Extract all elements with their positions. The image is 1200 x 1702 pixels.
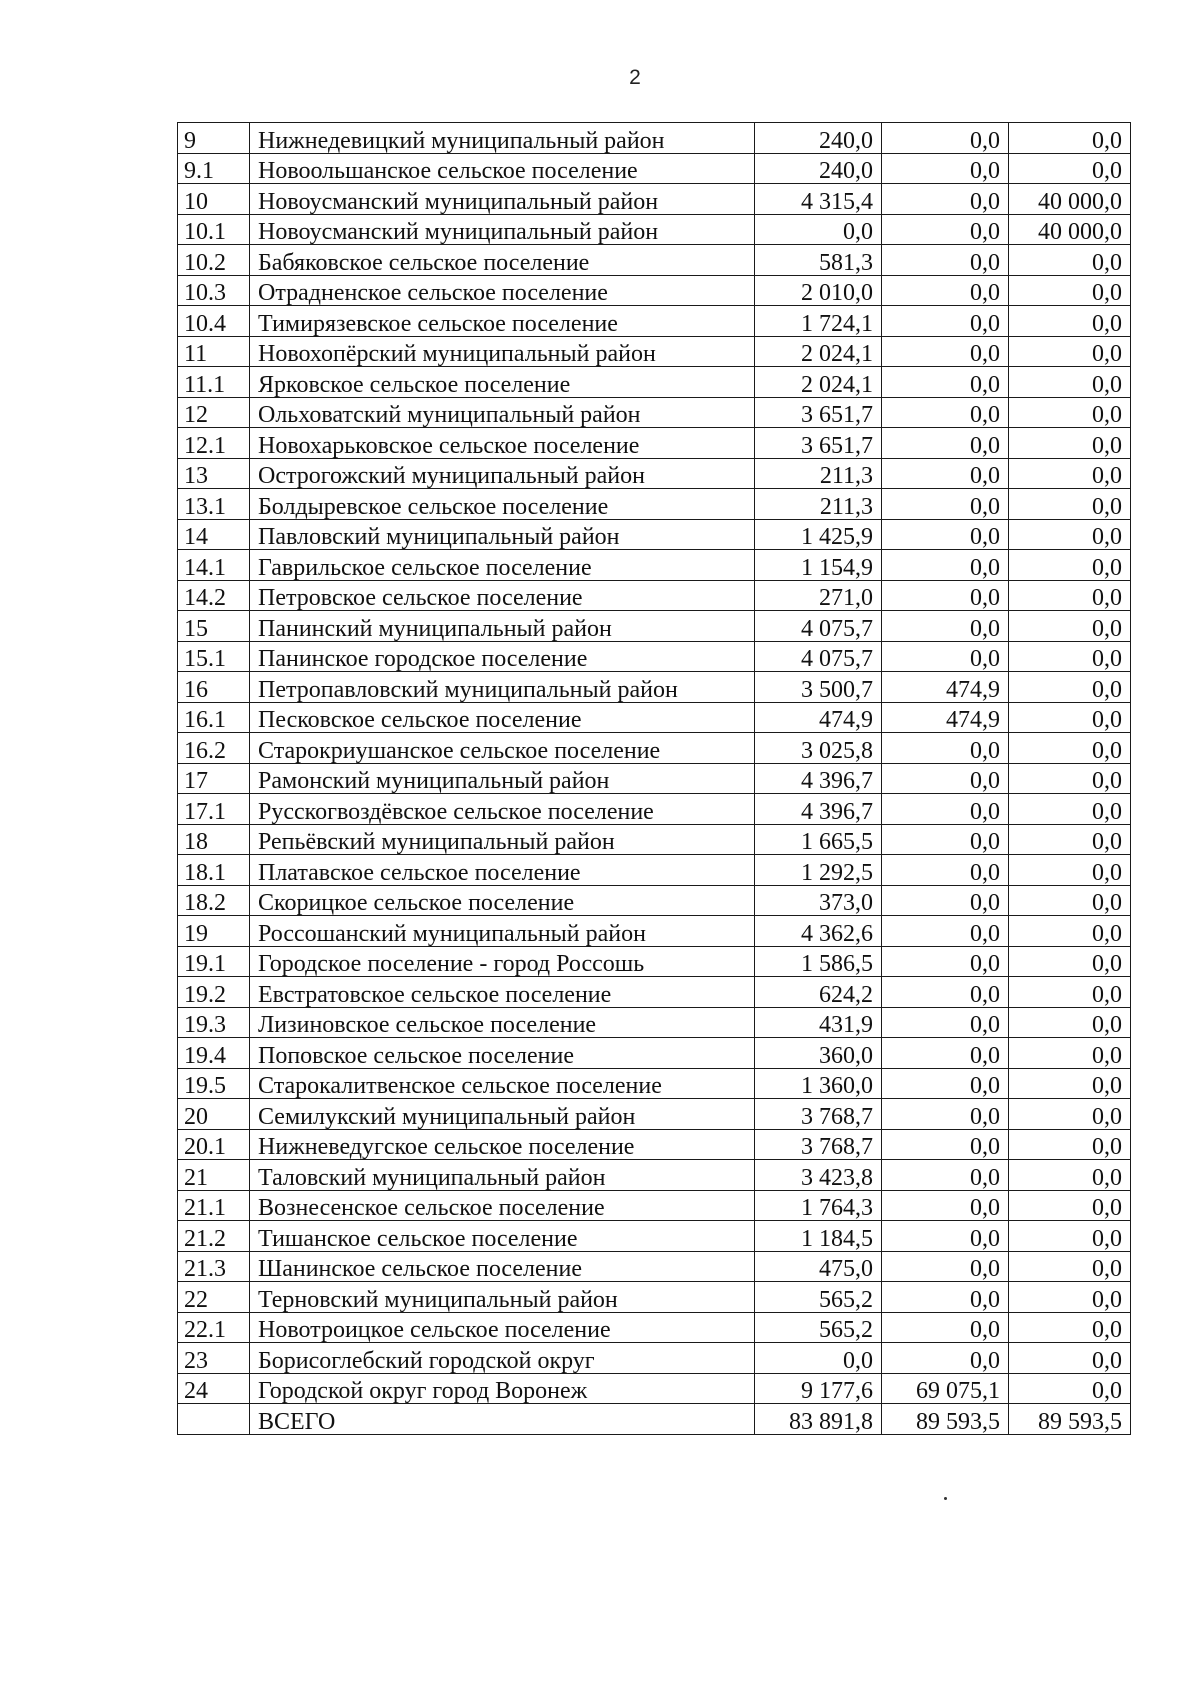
municipality-name: Павловский муниципальный район	[250, 519, 755, 550]
row-number: 20	[178, 1099, 250, 1130]
municipality-name: Панинское городское поселение	[250, 641, 755, 672]
table-row	[178, 794, 1131, 825]
value-col-3: 0,0	[1009, 885, 1131, 916]
table-row	[178, 1007, 1131, 1038]
value-col-1: 240,0	[755, 153, 882, 184]
row-number: 15	[178, 611, 250, 642]
value-col-2: 0,0	[882, 1160, 1009, 1191]
value-col-3: 0,0	[1009, 611, 1131, 642]
row-number: 22.1	[178, 1312, 250, 1343]
value-col-2: 0,0	[882, 489, 1009, 520]
value-col-1: 3 025,8	[755, 733, 882, 764]
row-number	[178, 1404, 250, 1435]
value-col-1: 1 586,5	[755, 946, 882, 977]
municipality-name: Таловский муниципальный район	[250, 1160, 755, 1191]
value-col-2: 0,0	[882, 946, 1009, 977]
value-col-3: 0,0	[1009, 641, 1131, 672]
table-row	[178, 1373, 1131, 1404]
value-col-1: 3 423,8	[755, 1160, 882, 1191]
value-col-3: 0,0	[1009, 306, 1131, 337]
value-col-3: 0,0	[1009, 336, 1131, 367]
value-col-3: 0,0	[1009, 123, 1131, 154]
row-number: 14.1	[178, 550, 250, 581]
value-col-1: 240,0	[755, 123, 882, 154]
municipality-name: Острогожский муниципальный район	[250, 458, 755, 489]
municipality-name: Терновский муниципальный район	[250, 1282, 755, 1313]
row-number: 16.1	[178, 702, 250, 733]
value-col-3: 0,0	[1009, 1160, 1131, 1191]
value-col-2: 0,0	[882, 306, 1009, 337]
value-col-2: 0,0	[882, 885, 1009, 916]
table-row	[178, 1129, 1131, 1160]
row-number: 10.3	[178, 275, 250, 306]
value-col-2: 0,0	[882, 733, 1009, 764]
table-row	[178, 1190, 1131, 1221]
value-col-2: 0,0	[882, 184, 1009, 215]
municipality-name: Борисоглебский городской округ	[250, 1343, 755, 1374]
row-number: 21.1	[178, 1190, 250, 1221]
value-col-3: 0,0	[1009, 824, 1131, 855]
value-col-2: 0,0	[882, 763, 1009, 794]
row-number: 19.5	[178, 1068, 250, 1099]
value-col-1: 2 024,1	[755, 336, 882, 367]
row-number: 12	[178, 397, 250, 428]
value-col-3: 40 000,0	[1009, 184, 1131, 215]
municipality-name: Платавское сельское поселение	[250, 855, 755, 886]
value-col-1: 3 651,7	[755, 428, 882, 459]
table-row	[178, 641, 1131, 672]
row-number: 22	[178, 1282, 250, 1313]
value-col-1: 360,0	[755, 1038, 882, 1069]
municipality-name: Семилукский муниципальный район	[250, 1099, 755, 1130]
table-row	[178, 1160, 1131, 1191]
value-col-1: 4 362,6	[755, 916, 882, 947]
table-row	[178, 733, 1131, 764]
value-col-2: 0,0	[882, 1343, 1009, 1374]
value-col-1: 1 360,0	[755, 1068, 882, 1099]
municipality-name: Песковское сельское поселение	[250, 702, 755, 733]
row-number: 10.1	[178, 214, 250, 245]
value-col-1: 4 075,7	[755, 641, 882, 672]
municipality-name: Ольховатский муниципальный район	[250, 397, 755, 428]
value-col-2: 0,0	[882, 458, 1009, 489]
table-row	[178, 1343, 1131, 1374]
row-number: 19.4	[178, 1038, 250, 1069]
row-number: 11	[178, 336, 250, 367]
municipality-name: Отрадненское сельское поселение	[250, 275, 755, 306]
municipality-name: Старокриушанское сельское поселение	[250, 733, 755, 764]
municipality-name: Ярковское сельское поселение	[250, 367, 755, 398]
municipality-name: Новохарьковское сельское поселение	[250, 428, 755, 459]
row-number: 9.1	[178, 153, 250, 184]
value-col-3: 0,0	[1009, 1251, 1131, 1282]
budget-allocation-table	[177, 122, 1131, 1435]
value-col-3: 0,0	[1009, 794, 1131, 825]
row-number: 9	[178, 123, 250, 154]
table-row	[178, 1068, 1131, 1099]
value-col-2: 0,0	[882, 519, 1009, 550]
value-col-2: 0,0	[882, 611, 1009, 642]
table-row	[178, 123, 1131, 154]
row-number: 17.1	[178, 794, 250, 825]
municipality-name: Панинский муниципальный район	[250, 611, 755, 642]
value-col-1: 1 665,5	[755, 824, 882, 855]
table-row	[178, 1038, 1131, 1069]
table-row	[178, 1099, 1131, 1130]
value-col-1: 1 292,5	[755, 855, 882, 886]
value-col-2: 474,9	[882, 702, 1009, 733]
value-col-1: 373,0	[755, 885, 882, 916]
value-col-3: 0,0	[1009, 733, 1131, 764]
value-col-2: 0,0	[882, 550, 1009, 581]
municipality-name: Новотроицкое сельское поселение	[250, 1312, 755, 1343]
value-col-1: 565,2	[755, 1282, 882, 1313]
municipality-name: Рамонский муниципальный район	[250, 763, 755, 794]
value-col-3: 0,0	[1009, 946, 1131, 977]
municipality-name: ВСЕГО	[250, 1404, 755, 1435]
value-col-2: 474,9	[882, 672, 1009, 703]
row-number: 18	[178, 824, 250, 855]
value-col-3: 0,0	[1009, 275, 1131, 306]
value-col-3: 0,0	[1009, 519, 1131, 550]
value-col-1: 4 396,7	[755, 763, 882, 794]
value-col-1: 475,0	[755, 1251, 882, 1282]
value-col-2: 0,0	[882, 1251, 1009, 1282]
municipality-name: Шанинское сельское поселение	[250, 1251, 755, 1282]
row-number: 10.2	[178, 245, 250, 276]
value-col-3: 89 593,5	[1009, 1404, 1131, 1435]
value-col-1: 1 425,9	[755, 519, 882, 550]
value-col-2: 0,0	[882, 1129, 1009, 1160]
value-col-1: 4 315,4	[755, 184, 882, 215]
value-col-1: 211,3	[755, 458, 882, 489]
row-number: 21.3	[178, 1251, 250, 1282]
value-col-3: 0,0	[1009, 1038, 1131, 1069]
row-number: 21.2	[178, 1221, 250, 1252]
value-col-1: 3 500,7	[755, 672, 882, 703]
table-row	[178, 275, 1131, 306]
table-row	[178, 245, 1131, 276]
value-col-2: 0,0	[882, 1099, 1009, 1130]
value-col-1: 581,3	[755, 245, 882, 276]
table-row	[178, 702, 1131, 733]
row-number: 19	[178, 916, 250, 947]
row-number: 18.2	[178, 885, 250, 916]
municipality-name: Болдыревское сельское поселение	[250, 489, 755, 520]
table-row	[178, 458, 1131, 489]
row-number: 19.3	[178, 1007, 250, 1038]
table-row	[178, 519, 1131, 550]
municipality-name: Лизиновское сельское поселение	[250, 1007, 755, 1038]
row-number: 11.1	[178, 367, 250, 398]
value-col-3: 0,0	[1009, 1343, 1131, 1374]
value-col-3: 0,0	[1009, 916, 1131, 947]
value-col-1: 9 177,6	[755, 1373, 882, 1404]
value-col-2: 0,0	[882, 1190, 1009, 1221]
table-row	[178, 580, 1131, 611]
municipality-name: Россошанский муниципальный район	[250, 916, 755, 947]
row-number: 19.1	[178, 946, 250, 977]
row-number: 18.1	[178, 855, 250, 886]
value-col-3: 0,0	[1009, 397, 1131, 428]
value-col-2: 89 593,5	[882, 1404, 1009, 1435]
value-col-1: 3 651,7	[755, 397, 882, 428]
row-number: 23	[178, 1343, 250, 1374]
table-row	[178, 214, 1131, 245]
value-col-3: 0,0	[1009, 1221, 1131, 1252]
value-col-2: 0,0	[882, 641, 1009, 672]
value-col-1: 4 396,7	[755, 794, 882, 825]
value-col-3: 0,0	[1009, 458, 1131, 489]
table-row	[178, 611, 1131, 642]
value-col-2: 0,0	[882, 336, 1009, 367]
value-col-2: 0,0	[882, 123, 1009, 154]
value-col-3: 0,0	[1009, 1282, 1131, 1313]
value-col-1: 4 075,7	[755, 611, 882, 642]
value-col-1: 2 024,1	[755, 367, 882, 398]
value-col-3: 0,0	[1009, 855, 1131, 886]
value-col-1: 3 768,7	[755, 1099, 882, 1130]
table-row	[178, 855, 1131, 886]
table-row	[178, 946, 1131, 977]
municipality-name: Городской округ город Воронеж	[250, 1373, 755, 1404]
value-col-3: 0,0	[1009, 580, 1131, 611]
row-number: 20.1	[178, 1129, 250, 1160]
municipality-name: Вознесенское сельское поселение	[250, 1190, 755, 1221]
municipality-name: Тимирязевское сельское поселение	[250, 306, 755, 337]
value-col-1: 565,2	[755, 1312, 882, 1343]
municipality-name: Петропавловский муниципальный район	[250, 672, 755, 703]
value-col-1: 0,0	[755, 214, 882, 245]
value-col-2: 0,0	[882, 794, 1009, 825]
table-row	[178, 489, 1131, 520]
value-col-2: 0,0	[882, 580, 1009, 611]
municipality-name: Репьёвский муниципальный район	[250, 824, 755, 855]
value-col-3: 0,0	[1009, 428, 1131, 459]
table-row	[178, 550, 1131, 581]
value-col-3: 0,0	[1009, 550, 1131, 581]
value-col-2: 0,0	[882, 1282, 1009, 1313]
table-row-total	[178, 1404, 1131, 1435]
table-row	[178, 184, 1131, 215]
table-row	[178, 1221, 1131, 1252]
municipality-name: Бабяковское сельское поселение	[250, 245, 755, 276]
municipality-name: Новоольшанское сельское поселение	[250, 153, 755, 184]
value-col-2: 0,0	[882, 1038, 1009, 1069]
value-col-2: 0,0	[882, 275, 1009, 306]
value-col-1: 1 184,5	[755, 1221, 882, 1252]
value-col-2: 0,0	[882, 1312, 1009, 1343]
value-col-1: 1 764,3	[755, 1190, 882, 1221]
value-col-1: 431,9	[755, 1007, 882, 1038]
table-row	[178, 153, 1131, 184]
value-col-3: 0,0	[1009, 1373, 1131, 1404]
value-col-1: 83 891,8	[755, 1404, 882, 1435]
row-number: 21	[178, 1160, 250, 1191]
table-row	[178, 885, 1131, 916]
value-col-3: 40 000,0	[1009, 214, 1131, 245]
municipality-name: Старокалитвенское сельское поселение	[250, 1068, 755, 1099]
row-number: 13.1	[178, 489, 250, 520]
value-col-1: 2 010,0	[755, 275, 882, 306]
value-col-3: 0,0	[1009, 367, 1131, 398]
row-number: 12.1	[178, 428, 250, 459]
municipality-name: Петровское сельское поселение	[250, 580, 755, 611]
table-row	[178, 367, 1131, 398]
value-col-2: 0,0	[882, 824, 1009, 855]
value-col-1: 271,0	[755, 580, 882, 611]
value-col-3: 0,0	[1009, 1068, 1131, 1099]
row-number: 10	[178, 184, 250, 215]
row-number: 17	[178, 763, 250, 794]
value-col-3: 0,0	[1009, 702, 1131, 733]
value-col-3: 0,0	[1009, 1190, 1131, 1221]
value-col-2: 0,0	[882, 1068, 1009, 1099]
value-col-3: 0,0	[1009, 245, 1131, 276]
table-row	[178, 336, 1131, 367]
value-col-3: 0,0	[1009, 763, 1131, 794]
row-number: 15.1	[178, 641, 250, 672]
municipality-name: Поповское сельское поселение	[250, 1038, 755, 1069]
scan-dot-mark	[944, 1497, 947, 1500]
municipality-name: Гаврильское сельское поселение	[250, 550, 755, 581]
value-col-1: 624,2	[755, 977, 882, 1008]
value-col-3: 0,0	[1009, 153, 1131, 184]
value-col-1: 1 724,1	[755, 306, 882, 337]
table-row	[178, 428, 1131, 459]
value-col-1: 211,3	[755, 489, 882, 520]
value-col-2: 0,0	[882, 1007, 1009, 1038]
table-row	[178, 763, 1131, 794]
row-number: 24	[178, 1373, 250, 1404]
municipality-name: Новоусманский муниципальный район	[250, 214, 755, 245]
municipality-name: Скорицкое сельское поселение	[250, 885, 755, 916]
value-col-2: 0,0	[882, 916, 1009, 947]
value-col-2: 0,0	[882, 977, 1009, 1008]
row-number: 16	[178, 672, 250, 703]
table-row	[178, 397, 1131, 428]
municipality-name: Тишанское сельское поселение	[250, 1221, 755, 1252]
value-col-3: 0,0	[1009, 1099, 1131, 1130]
value-col-2: 0,0	[882, 397, 1009, 428]
value-col-1: 3 768,7	[755, 1129, 882, 1160]
municipality-name: Нижневедугское сельское поселение	[250, 1129, 755, 1160]
value-col-1: 474,9	[755, 702, 882, 733]
value-col-3: 0,0	[1009, 1007, 1131, 1038]
municipality-name: Новохопёрский муниципальный район	[250, 336, 755, 367]
value-col-2: 0,0	[882, 428, 1009, 459]
value-col-2: 0,0	[882, 153, 1009, 184]
table-row	[178, 824, 1131, 855]
table-row	[178, 1312, 1131, 1343]
row-number: 13	[178, 458, 250, 489]
value-col-1: 0,0	[755, 1343, 882, 1374]
municipality-name: Евстратовское сельское поселение	[250, 977, 755, 1008]
value-col-3: 0,0	[1009, 672, 1131, 703]
value-col-3: 0,0	[1009, 977, 1131, 1008]
table-row	[178, 672, 1131, 703]
table-row	[178, 306, 1131, 337]
municipality-name: Городское поселение - город Россошь	[250, 946, 755, 977]
row-number: 14	[178, 519, 250, 550]
table-row	[178, 916, 1131, 947]
municipality-name: Русскогвоздёвское сельское поселение	[250, 794, 755, 825]
value-col-3: 0,0	[1009, 489, 1131, 520]
row-number: 14.2	[178, 580, 250, 611]
value-col-3: 0,0	[1009, 1129, 1131, 1160]
value-col-2: 0,0	[882, 1221, 1009, 1252]
row-number: 19.2	[178, 977, 250, 1008]
municipality-name: Нижнедевицкий муниципальный район	[250, 123, 755, 154]
value-col-3: 0,0	[1009, 1312, 1131, 1343]
page-number: 2	[629, 66, 641, 89]
row-number: 10.4	[178, 306, 250, 337]
municipality-name: Новоусманский муниципальный район	[250, 184, 755, 215]
value-col-2: 0,0	[882, 367, 1009, 398]
value-col-2: 0,0	[882, 245, 1009, 276]
value-col-2: 0,0	[882, 214, 1009, 245]
table-row	[178, 1282, 1131, 1313]
value-col-2: 69 075,1	[882, 1373, 1009, 1404]
value-col-2: 0,0	[882, 855, 1009, 886]
table-row	[178, 1251, 1131, 1282]
table-row	[178, 977, 1131, 1008]
row-number: 16.2	[178, 733, 250, 764]
value-col-1: 1 154,9	[755, 550, 882, 581]
table-body	[178, 123, 1131, 1435]
